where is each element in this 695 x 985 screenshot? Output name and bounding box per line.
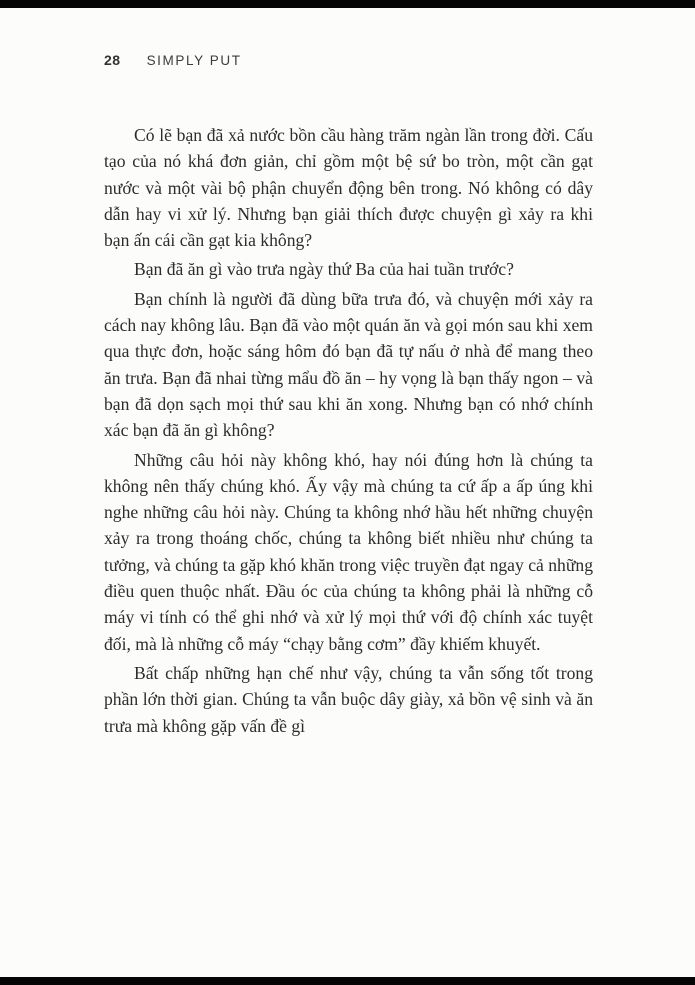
- paragraph: Bất chấp những hạn chế như vậy, chúng ta vẫn sống tốt trong phần lớn thời gian. Chúng ta vẫn buộc dây giày, xả bồn vệ sinh và ăn trưa mà không gặp vấn đề gì: [104, 662, 593, 736]
- paragraph: Bạn đã ăn gì vào trưa ngày thứ Ba của hai tuần trước?: [134, 259, 514, 280]
- bottom-border: [0, 977, 695, 985]
- paragraph: Có lẽ bạn đã xả nước bồn cầu hàng trăm ngàn lần trong đời. Cấu tạo của nó khá đơn giản, chỉ gồm một bệ sứ bo tròn, một cần gạt nước và một vài bộ phận chuyển động bên trong. Nó không có dây dẫn hay vi xử lý. Nhưng bạn giải thích được chuyện gì xảy ra khi bạn ấn cái cần gạt kia không?: [104, 125, 593, 251]
- paragraph: Bạn chính là người đã dùng bữa trưa đó, và chuyện mới xảy ra cách nay không lâu. Bạn đã vào một quán ăn và gọi món sau khi xem qua thực đơn, hoặc sáng hôm đó bạn đã tự nấu ở nhà để mang theo ăn trưa. Bạn đã nhai từng mẩu đồ ăn – hy vọng là bạn thấy ngon – và bạn đã dọn sạch mọi thứ sau khi ăn xong. Nhưng bạn có nhớ chính xác bạn đã ăn gì không?: [104, 288, 593, 441]
- paragraph: Những câu hỏi này không khó, hay nói đúng hơn là chúng ta không nên thấy chúng khó. Ấy vậy mà chúng ta cứ ấp a ấp úng khi nghe những câu hỏi này. Chúng ta không nhớ hầu hết những chuyện xảy ra trong thoáng chốc, chúng ta không biết nhiều như chúng ta tưởng, và chúng ta gặp khó khăn trong việc truyền đạt ngay cả những điều quen thuộc nhất. Đầu óc của chúng ta không phải là những cỗ máy vi tính có thể ghi nhớ và xử lý mọi thứ với độ chính xác tuyệt đối, mà là những cỗ máy “chạy bằng cơm” đầy khiếm khuyết.: [104, 449, 593, 654]
- page-number: 28: [104, 52, 121, 68]
- page-header: [104, 52, 242, 68]
- top-border: [0, 0, 695, 8]
- running-title: SIMPLY PUT: [146, 53, 242, 68]
- page-body: [104, 122, 593, 742]
